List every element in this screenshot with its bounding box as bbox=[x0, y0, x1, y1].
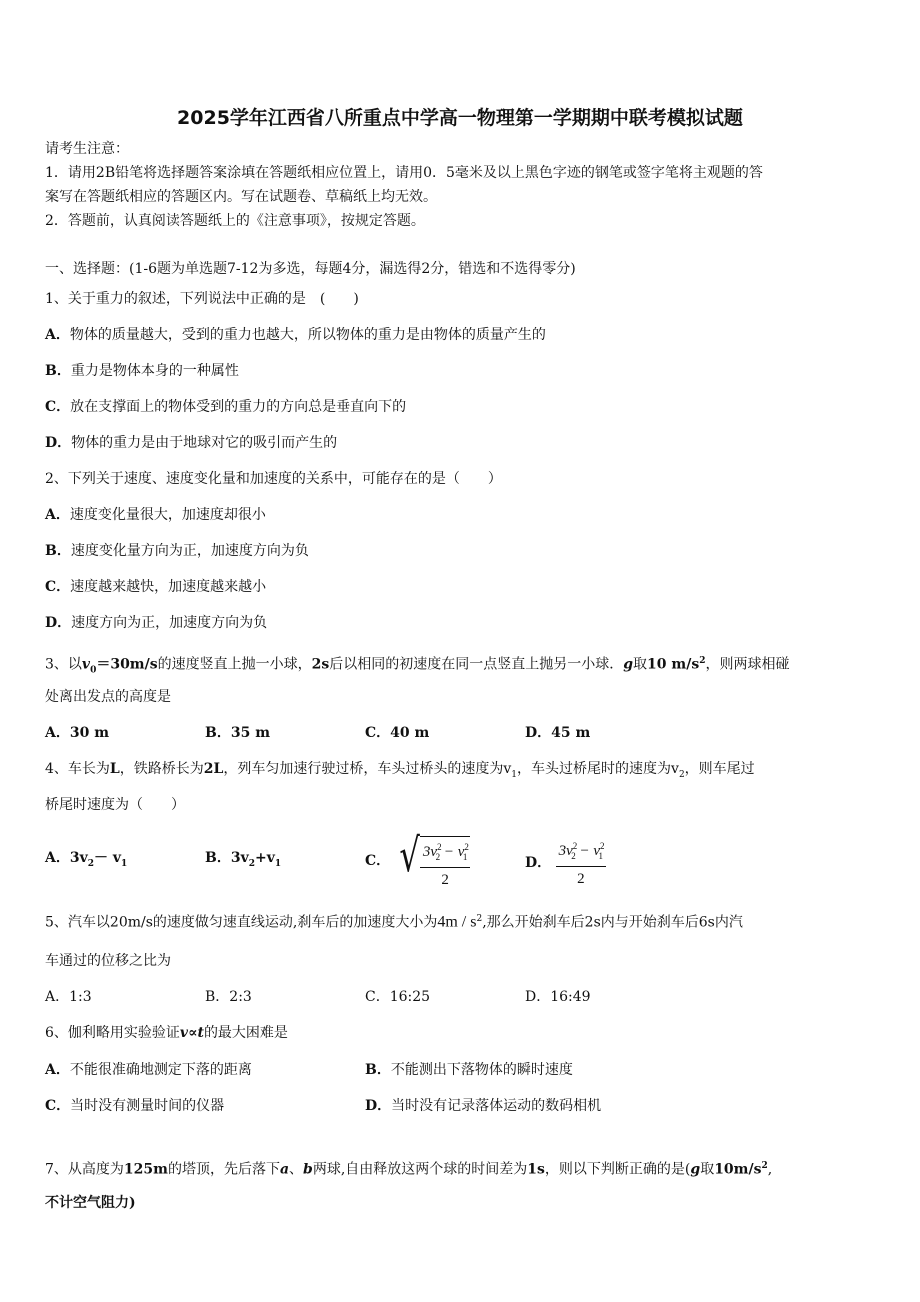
option-text: 当时没有测量时间的仪器 bbox=[70, 1098, 225, 1114]
q6-prop: ∝ bbox=[188, 1025, 198, 1041]
q7-text: 两球,自由释放这两个球的时间差为 bbox=[312, 1161, 528, 1178]
q4-opt-b-sub: 2 bbox=[248, 858, 255, 869]
q4-sub: 2 bbox=[571, 851, 576, 861]
question-3-option-c: C．40 m bbox=[365, 725, 430, 741]
q4-sup: 2 bbox=[572, 841, 578, 851]
q4-num-rest: − v bbox=[575, 843, 601, 859]
question-2-option-d bbox=[45, 613, 267, 633]
question-5-stem-cont: 车通过的位移之比为 bbox=[45, 953, 171, 969]
q7-dt: 1s bbox=[527, 1161, 545, 1178]
q4-2L: 2L bbox=[203, 761, 224, 777]
option-letter: A． bbox=[45, 507, 70, 523]
option-text: 速度越来越快，加速度越来越小 bbox=[70, 579, 267, 595]
q3-mid: 的速度竖直上抛一小球， bbox=[157, 656, 312, 673]
option-text: 重力是物体本身的一种属性 bbox=[70, 363, 239, 379]
q3-speed: ＝30m/s bbox=[96, 656, 158, 673]
q6-v: v bbox=[179, 1025, 189, 1041]
q5-text: ,那么开始刹车后2s内与开始刹车后6s内汽 bbox=[482, 914, 743, 931]
fraction-numerator bbox=[556, 836, 606, 867]
option-text: 速度变化量很大，加速度却很小 bbox=[69, 507, 266, 523]
q4-L: L bbox=[109, 761, 120, 777]
option-letter: C． bbox=[45, 399, 71, 415]
option-letter: D． bbox=[45, 435, 72, 451]
q4-opt-b-text: B．3v bbox=[205, 850, 249, 866]
q4-sup: 2 bbox=[437, 842, 442, 852]
q3-prefix: 3、以 bbox=[45, 656, 82, 673]
question-5-stem bbox=[45, 909, 743, 933]
q7-height: 125m bbox=[123, 1161, 168, 1178]
question-2-stem: 2、下列关于速度、速度变化量和加速度的关系中，可能存在的是（ ） bbox=[45, 471, 502, 487]
q3-time: 2s bbox=[311, 656, 330, 673]
question-3-stem bbox=[45, 651, 789, 680]
q4-text: ，铁路桥长为 bbox=[119, 761, 204, 777]
q7-text: 的塔顶，先后落下 bbox=[167, 1161, 280, 1178]
question-4-option-a bbox=[45, 848, 127, 874]
q4-v1: v bbox=[503, 761, 512, 777]
notice-heading: 请考生注意： bbox=[45, 141, 129, 157]
q7-gval: 10m/s bbox=[714, 1161, 762, 1178]
q4-text: ，车头过桥尾时的速度为 bbox=[517, 761, 672, 777]
q4-opt-a-sub: 2 bbox=[87, 858, 95, 869]
q7-text: , bbox=[767, 1161, 773, 1178]
option-text: 不能很准确地测定下落的距离 bbox=[69, 1062, 252, 1078]
q6-t: t bbox=[197, 1025, 204, 1041]
sqrt-expression bbox=[395, 828, 471, 890]
option-text: 速度方向为正，加速度方向为负 bbox=[71, 615, 268, 631]
q5-accel-sup: 2 bbox=[476, 914, 483, 924]
notice-item-1: 1．请用2B铅笔将选择题答案涂填在答题纸相应位置上，请用0．5毫米及以上黑色字迹的钢笔或签字笔将主观题的答 bbox=[45, 165, 763, 181]
q3-gval: 10 m/s bbox=[647, 656, 700, 673]
section-heading: 一、选择题：(1-6题为单选题7-12为多选，每题4分，漏选得2分，错选和不选得零分) bbox=[45, 261, 576, 277]
radicand bbox=[420, 836, 470, 890]
question-5-option-a: A．1:3 bbox=[45, 989, 92, 1005]
option-text: 物体的质量越大，受到的重力也越大，所以物体的重力是由物体的质量产生的 bbox=[69, 327, 546, 343]
fraction-numerator bbox=[420, 837, 470, 868]
q6-text: 6、伽利略用实验验证 bbox=[45, 1025, 180, 1041]
question-3-option-a: A．30 m bbox=[45, 725, 110, 741]
q3-g: g bbox=[623, 656, 634, 673]
question-6-option-c bbox=[45, 1096, 224, 1116]
option-letter: A． bbox=[45, 327, 70, 343]
q7-g: g bbox=[690, 1161, 701, 1178]
option-letter: D． bbox=[365, 1098, 392, 1114]
option-letter: A． bbox=[45, 1062, 70, 1078]
question-3-stem-cont: 处离出发点的高度是 bbox=[45, 689, 171, 705]
page-title: 2025学年江西省八所重点中学高一物理第一学期期中联考模拟试题 bbox=[177, 107, 743, 129]
q3-v0-sub: 0 bbox=[90, 665, 97, 676]
q5-accel: 4m / s bbox=[437, 913, 477, 931]
question-3-option-d: D．45 m bbox=[525, 725, 591, 741]
q4-opt-b-text: +v bbox=[254, 850, 275, 866]
q4-v2: v bbox=[671, 761, 679, 777]
radical-sign: √ bbox=[399, 828, 420, 882]
q3-mid2: 后以相同的初速度在同一点竖直上抛另一小球． bbox=[329, 656, 624, 673]
q4-text: ，则车尾过 bbox=[684, 761, 755, 777]
q4-num-rest: − v bbox=[440, 844, 465, 860]
q4-sub: 1 bbox=[598, 851, 604, 861]
q4-opt-a-sub: 1 bbox=[121, 858, 128, 869]
q7-b: b bbox=[303, 1161, 313, 1178]
q4-sup: 2 bbox=[600, 841, 605, 851]
option-text: 物体的重力是由于地球对它的吸引而产生的 bbox=[71, 435, 338, 451]
q4-num: 3v bbox=[558, 843, 573, 859]
q4-sup: 2 bbox=[464, 842, 469, 852]
q5-text: 5、汽车以20m/s的速度做匀速直线运动,刹车后的加速度大小为 bbox=[45, 914, 438, 931]
q4-opt-a-text: A．3v bbox=[45, 850, 88, 866]
question-1-option-d bbox=[45, 433, 337, 453]
question-5-option-d: D．16:49 bbox=[525, 989, 591, 1005]
fraction-denominator: 2 bbox=[441, 872, 449, 888]
question-4-stem-cont: 桥尾时速度为（ ） bbox=[45, 797, 185, 813]
option-letter: C． bbox=[45, 1098, 71, 1114]
question-2-option-c bbox=[45, 577, 266, 597]
question-4-option-d bbox=[525, 836, 606, 889]
question-1-option-b bbox=[45, 361, 239, 381]
fraction-denominator: 2 bbox=[577, 871, 585, 887]
q7-sep: 、 bbox=[289, 1161, 304, 1178]
option-letter: B． bbox=[45, 363, 71, 379]
question-1-stem: 1、关于重力的叙述，下列说法中正确的是 ( ) bbox=[45, 291, 359, 307]
q4-opt-d-letter: D． bbox=[525, 854, 552, 871]
q4-sub: 1 bbox=[462, 852, 468, 862]
question-6-stem bbox=[45, 1023, 288, 1043]
question-1-option-a bbox=[45, 325, 546, 345]
question-3-option-b: B．35 m bbox=[205, 725, 271, 741]
notice-item-2: 2．答题前，认真阅读答题纸上的《注意事项》，按规定答题。 bbox=[45, 213, 425, 229]
q3-end: ，则两球相碰 bbox=[705, 656, 790, 673]
q4-sub: 2 bbox=[435, 852, 441, 862]
q7-text: 取 bbox=[700, 1161, 715, 1178]
q4-num: 3v bbox=[422, 844, 438, 860]
q4-opt-b-sub: 1 bbox=[274, 858, 282, 869]
q6-text: 的最大困难是 bbox=[203, 1025, 288, 1041]
fraction bbox=[556, 836, 606, 889]
question-4-option-b bbox=[205, 848, 281, 874]
option-letter: D． bbox=[45, 615, 72, 631]
q4-opt-c-letter: C． bbox=[365, 853, 391, 869]
question-5-option-c: C．16:25 bbox=[365, 989, 431, 1005]
q3-mid3: 取 bbox=[633, 656, 648, 673]
question-4-stem bbox=[45, 759, 755, 785]
q3-v0: v bbox=[81, 656, 91, 673]
question-1-option-c bbox=[45, 397, 406, 417]
option-text: 不能测出下落物体的瞬时速度 bbox=[390, 1062, 573, 1078]
q7-gsup: 2 bbox=[761, 1161, 768, 1171]
q4-v2-sub: 2 bbox=[678, 769, 685, 780]
question-2-option-a bbox=[45, 505, 266, 525]
question-6-option-a bbox=[45, 1060, 252, 1080]
question-7-stem-cont: 不计空气阻力) bbox=[45, 1195, 136, 1211]
option-text: 放在支撑面上的物体受到的重力的方向总是垂直向下的 bbox=[70, 399, 407, 415]
question-2-option-b bbox=[45, 541, 309, 561]
q4-text: ，列车匀加速行驶过桥，车头过桥头的速度为 bbox=[223, 761, 504, 777]
q3-gsup: 2 bbox=[699, 656, 706, 666]
q7-text: 7、从高度为 bbox=[45, 1161, 124, 1178]
notice-item-1-cont: 案写在答题纸相应的答题区内。写在试题卷、草稿纸上均无效。 bbox=[45, 189, 437, 205]
question-5-option-b: B．2:3 bbox=[205, 989, 252, 1005]
question-4-option-c bbox=[365, 828, 470, 890]
question-6-option-b bbox=[365, 1060, 573, 1080]
option-letter: C． bbox=[45, 579, 71, 595]
option-text: 速度变化量方向为正，加速度方向为负 bbox=[70, 543, 309, 559]
option-letter: B． bbox=[365, 1062, 391, 1078]
question-6-option-d bbox=[365, 1096, 601, 1116]
q4-opt-a-text: － v bbox=[94, 850, 122, 866]
q4-text: 4、车长为 bbox=[45, 761, 110, 777]
question-7-stem bbox=[45, 1156, 772, 1180]
option-text: 当时没有记录落体运动的数码相机 bbox=[391, 1098, 602, 1114]
fraction bbox=[420, 837, 470, 890]
option-letter: B． bbox=[45, 543, 71, 559]
q7-text: ，则以下判断正确的是( bbox=[544, 1161, 691, 1178]
q4-v1-sub: 1 bbox=[511, 769, 518, 780]
q7-a: a bbox=[279, 1161, 290, 1178]
